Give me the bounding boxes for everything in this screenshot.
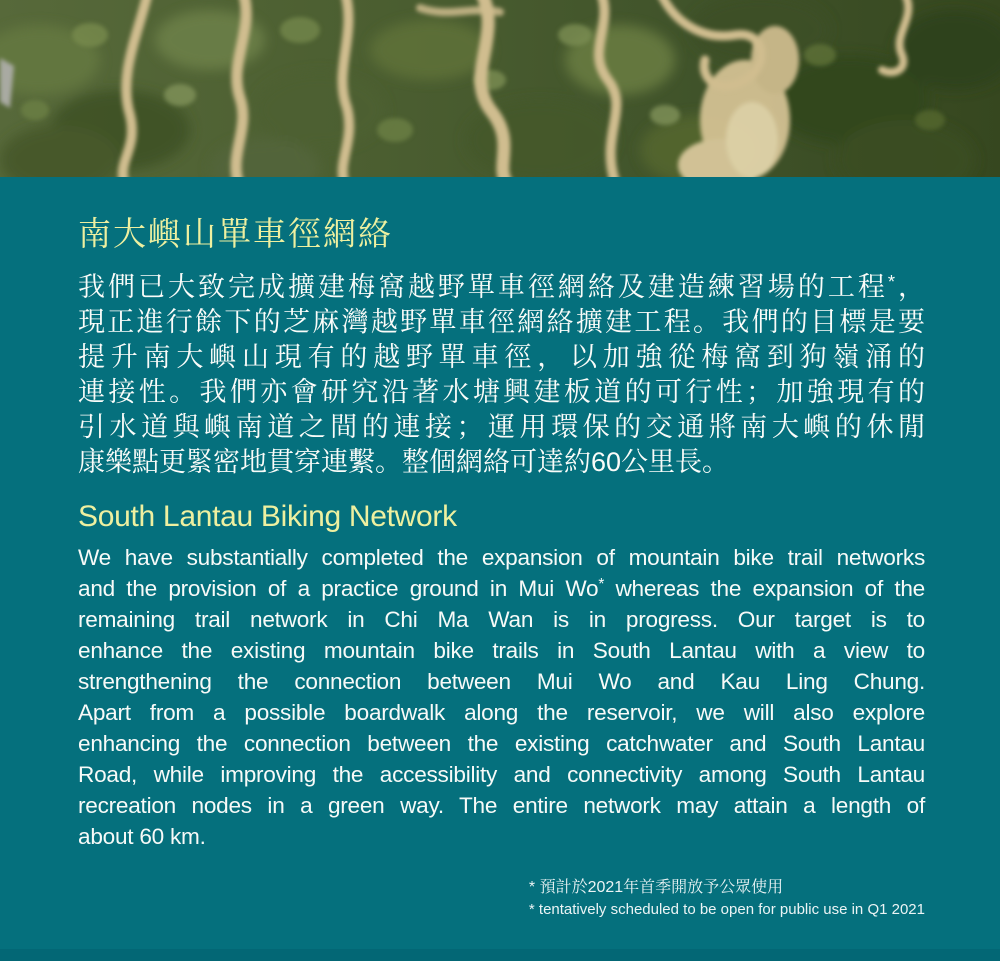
trail-aerial-photo — [0, 0, 1000, 177]
chinese-section-title: 南大嶼山單車徑網絡 — [78, 215, 393, 252]
chinese-body-paragraph: 我們已大致完成擴建梅窩越野單車徑網絡及建造練習場的工程*， 現正進行餘下的芝麻灣越野單車徑網絡擴建工程。我們的目標是要 提升南大嶼山現有的越野單車徑，以加強從梅窩到狗嶺涌的 連接性。我們亦會研究沿著水塘興建板道的可行性；加強現有的 引水道與嶼南道之間的連接；運用環保的交通將南大嶼的休閒 康樂點更緊密地貫穿連繫。整個網絡可達約60公里長。 — [78, 270, 926, 477]
footnotes — [529, 876, 925, 921]
english-section-title: South Lantau Biking Network — [78, 500, 457, 533]
page-bottom-edge — [0, 949, 1000, 961]
footnote-chinese: * 預計於2021年首季開放予公眾使用 — [528, 879, 784, 896]
footnote-english: * tentatively scheduled to be open for public use in Q1 2021 — [528, 901, 925, 918]
trail-aerial-photo-illustration — [0, 0, 1000, 177]
english-body-paragraph: We have substantially completed the expansion of mountain bike trail networks and the provision of a practice ground in Mui Wo* whereas the expansion of the remaining trail network in Chi Ma Wan is in progress. Our target is to enhance the existing mountain bike trails in South Lantau with a view to strengthening the connection between Mui Wo and Kau Ling Chung. Apart from a possible boardwalk along the reservoir, we will also explore enhancing the connection between the existing catchwater and South Lantau Road, while improving the accessibility and connectivity among South Lantau recreation nodes in a green way. The entire network may attain a length of about 60 km. — [78, 545, 926, 849]
